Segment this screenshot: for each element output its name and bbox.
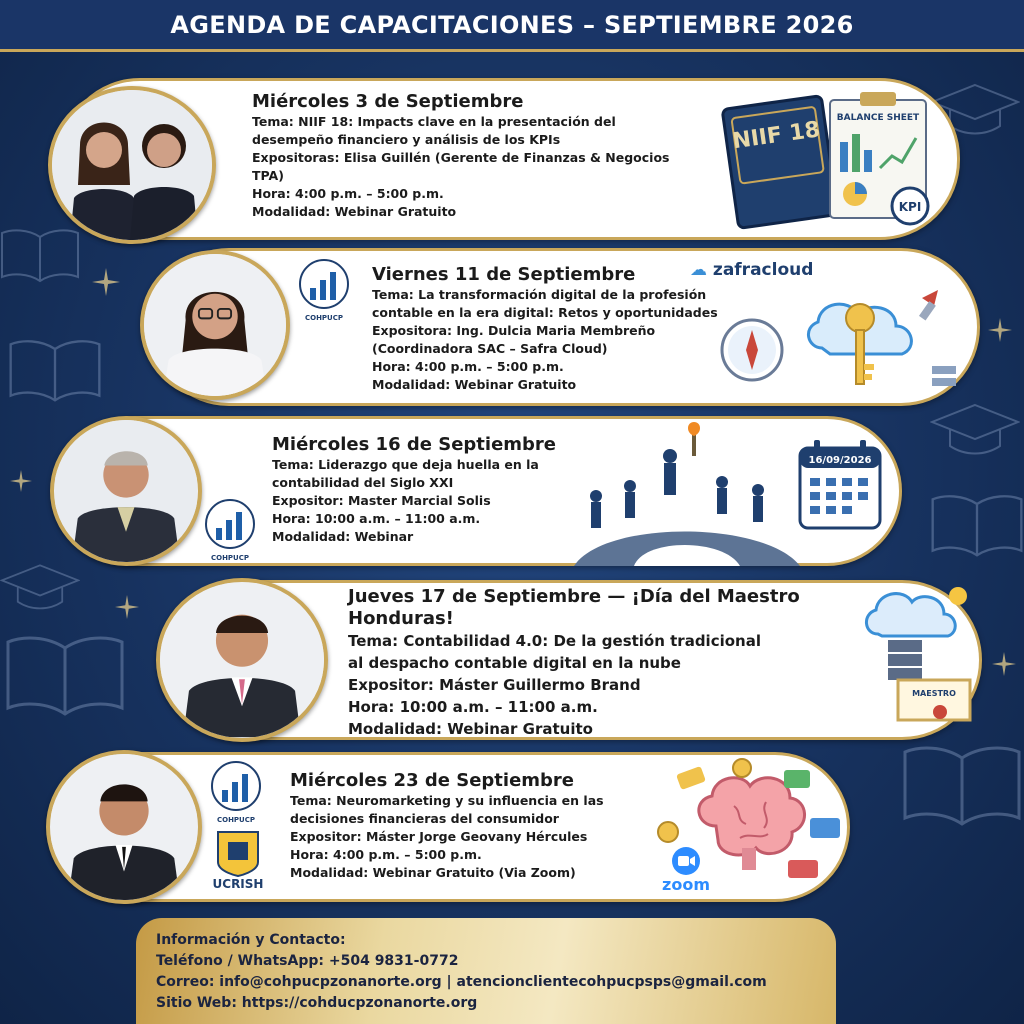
background-graduation-cap-icon [0, 560, 80, 615]
event-line: Expositoras: Elisa Guillén (Gerente de Finanzas & Negocios [252, 150, 670, 165]
kpi-text: KPI [898, 200, 922, 214]
event-line: Hora: 10:00 a.m. – 11:00 a.m. [272, 511, 481, 526]
background-book-icon [930, 490, 1024, 560]
event-date: Jueves 17 de Septiembre — ¡Día del Maestro Honduras! [348, 586, 800, 629]
event-line: Modalidad: Webinar Gratuito [372, 377, 577, 392]
event-line: desempeño financiero y análisis de los KPIs [252, 132, 561, 147]
cohpucp-logo [202, 498, 258, 562]
event-date: Miércoles 3 de Septiembre [252, 91, 524, 112]
event-line: Tema: La transformación digital de la profesión [372, 287, 707, 302]
background-book-icon [0, 225, 80, 285]
calendar-date-text: 16/09/2026 [808, 455, 872, 466]
logo-text: COHPUCP [216, 816, 256, 824]
niif-book-illustration [720, 82, 940, 234]
contact-section [136, 918, 836, 1024]
zafracloud-brand [690, 260, 813, 280]
background-book-icon [0, 630, 130, 720]
zoom-label: zoom [662, 875, 710, 894]
event-line: contable en la era digital: Retos y oportunidades [372, 305, 718, 320]
certificate-text: MAESTRO [912, 689, 956, 698]
contact-phone[interactable]: Teléfono / WhatsApp: +504 9831-0772 [156, 953, 459, 969]
speaker-photo-2 [140, 250, 290, 400]
page-title: AGENDA DE CAPACITACIONES – SEPTIEMBRE 2026 [170, 10, 854, 39]
balance-sheet-text: BALANCE SHEET [836, 113, 920, 123]
sparkle-icon [10, 470, 32, 492]
speaker-photo-5 [46, 750, 202, 904]
background-book-icon [900, 740, 1024, 830]
event-text-2 [372, 264, 752, 394]
event-line: Modalidad: Webinar [272, 529, 414, 544]
speaker-photo-1 [48, 86, 216, 244]
contact-title: Información y Contacto: [156, 932, 346, 948]
cloud-key-illustration [712, 288, 970, 400]
event-text-3 [272, 434, 572, 546]
background-book-icon [0, 335, 110, 405]
contact-email[interactable]: Correo: info@cohpucpzonanorte.org | atencionclientecohpucpsps@gmail.com [156, 974, 767, 990]
event-line: Modalidad: Webinar Gratuito [252, 204, 457, 219]
zoom-icon [671, 846, 701, 876]
speaker-photo-3 [50, 416, 202, 566]
event-line: Hora: 4:00 p.m. – 5:00 p.m. [252, 186, 444, 201]
zoom-logo [656, 846, 716, 894]
ucrish-logo [212, 828, 264, 894]
event-line: decisiones financieras del consumidor [290, 811, 559, 826]
event-line: Expositor: Máster Guillermo Brand [348, 676, 641, 694]
event-date: Miércoles 16 de Septiembre [272, 434, 557, 455]
logo-text: COHPUCP [304, 314, 344, 322]
event-date: Viernes 11 de Septiembre [372, 264, 636, 285]
event-line: Hora: 4:00 p.m. – 5:00 p.m. [290, 847, 482, 862]
brand-text: zafracloud [712, 260, 814, 280]
event-line: Modalidad: Webinar Gratuito (Via Zoom) [290, 865, 576, 880]
event-text-5 [290, 770, 620, 882]
event-line: Expositor: Máster Jorge Geovany Hércules [290, 829, 588, 844]
event-line: Tema: Contabilidad 4.0: De la gestión tradicional [348, 632, 761, 650]
logo-text: UCRISH [212, 877, 264, 891]
event-line: Tema: Neuromarketing y su influencia en las [290, 793, 604, 808]
event-text-1 [252, 91, 712, 221]
sparkle-icon [115, 595, 139, 619]
logo-text: COHPUCP [210, 554, 250, 562]
contact-website[interactable]: Sitio Web: https://cohducpzonanorte.org [156, 995, 478, 1011]
event-line: Expositora: Ing. Dulcia Maria Membreño [372, 323, 656, 338]
event-line: Modalidad: Webinar Gratuito [348, 720, 593, 738]
event-line: Tema: NIIF 18: Impacts clave en la presentación del [252, 114, 616, 129]
event-line: al despacho contable digital en la nube [348, 654, 681, 672]
leadership-bridge-illustration [574, 420, 800, 566]
cloud-icon: ☁ [690, 260, 707, 280]
event-line: contabilidad del Siglo XXI [272, 475, 454, 490]
sparkle-icon [92, 268, 120, 296]
calendar-icon [798, 440, 882, 530]
event-line: Hora: 4:00 p.m. – 5:00 p.m. [372, 359, 564, 374]
page-header [0, 0, 1024, 52]
event-line: Expositor: Master Marcial Solis [272, 493, 491, 508]
speaker-photo-4 [156, 578, 328, 742]
event-line: TPA) [252, 168, 284, 183]
book-title-text: NIIF 18 [730, 117, 822, 155]
cohpucp-logo [208, 760, 264, 824]
cloud-certificate-illustration [858, 584, 978, 724]
event-line: Hora: 10:00 a.m. – 11:00 a.m. [348, 698, 598, 716]
sparkle-icon [992, 652, 1016, 676]
event-date: Miércoles 23 de Septiembre [290, 770, 575, 791]
event-line: (Coordinadora SAC – Safra Cloud) [372, 341, 608, 356]
sparkle-icon [988, 318, 1012, 342]
background-graduation-cap-icon [930, 400, 1020, 460]
event-text-4 [348, 586, 878, 740]
event-line: Tema: Liderazgo que deja huella en la [272, 457, 539, 472]
cohpucp-logo [296, 258, 352, 322]
